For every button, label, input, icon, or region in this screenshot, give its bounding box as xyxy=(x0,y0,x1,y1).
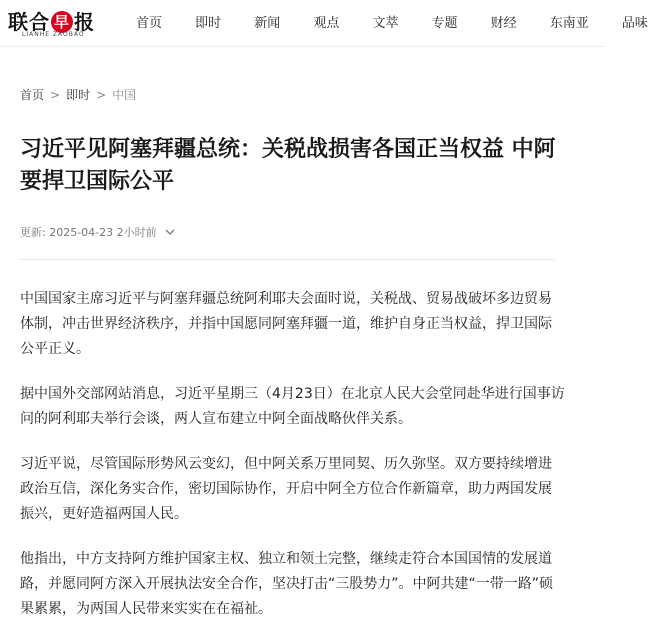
breadcrumb xyxy=(20,86,136,103)
logo-wordmark: 联合 早 报 xyxy=(8,10,95,34)
breadcrumb-home[interactable]: 首页 xyxy=(20,88,45,102)
nav-item-special[interactable]: 专题 xyxy=(431,16,458,31)
breadcrumb-current: 中国 xyxy=(112,88,137,102)
nav-item-digest[interactable]: 文萃 xyxy=(372,16,399,31)
article-paragraph: 他指出，中方支持阿方维护国家主权、独立和领土完整，继续走符合本国国情的发展道路，并愿同阿方深入开展执法安全合作，坚决打击“三股势力”。中阿共建“一带一路”硕果累累，为两国人民带来实实在在福祉。 xyxy=(20,551,554,617)
article-body xyxy=(20,287,565,642)
divider xyxy=(20,259,555,260)
logo-english: LIANHE ZAOBAO xyxy=(22,31,85,38)
nav-item-finance[interactable]: 财经 xyxy=(490,16,517,31)
site-logo[interactable] xyxy=(8,6,98,40)
article-meta[interactable] xyxy=(20,224,176,240)
nav-item-realtime[interactable]: 即时 xyxy=(195,16,222,31)
main-nav xyxy=(136,12,648,31)
updated-time: 更新: 2025-04-23 2小时前 xyxy=(20,226,157,239)
nav-item-lifestyle[interactable]: 品味 xyxy=(621,16,648,31)
breadcrumb-separator: > xyxy=(96,88,107,102)
article-paragraph: 习近平说，尽管国际形势风云变幻，但中阿关系万里同契、历久弥坚。双方要持续增进政治互信，深化务实合作，密切国际协作，开启中阿全方位合作新篇章，助力两国发展振兴，更好造福两国人民。 xyxy=(20,456,552,522)
nav-item-home[interactable]: 首页 xyxy=(136,16,163,31)
breadcrumb-separator: > xyxy=(50,88,61,102)
nav-item-news[interactable]: 新闻 xyxy=(254,16,281,31)
nav-item-opinion[interactable]: 观点 xyxy=(313,16,340,31)
article-title: 习近平见阿塞拜疆总统：关税战损害各国正当权益 中阿要捍卫国际公平 xyxy=(20,137,556,194)
breadcrumb-realtime[interactable]: 即时 xyxy=(66,88,91,102)
nav-item-sea[interactable]: 东南亚 xyxy=(549,16,589,31)
chevron-down-icon[interactable] xyxy=(164,227,176,237)
site-header xyxy=(0,0,648,47)
article-paragraph: 中国国家主席习近平与阿塞拜疆总统阿利耶夫会面时说，关税战、贸易战破坏多边贸易体制，冲击世界经济秩序，并指中国愿同阿塞拜疆一道，维护自身正当权益，捍卫国际公平正义。 xyxy=(20,291,552,357)
article-paragraph: 据中国外交部网站消息，习近平星期三（4月23日）在北京人民大会堂同赴华进行国事访问的阿利耶夫举行会谈，两人宣布建立中阿全面战略伙伴关系。 xyxy=(20,386,565,427)
